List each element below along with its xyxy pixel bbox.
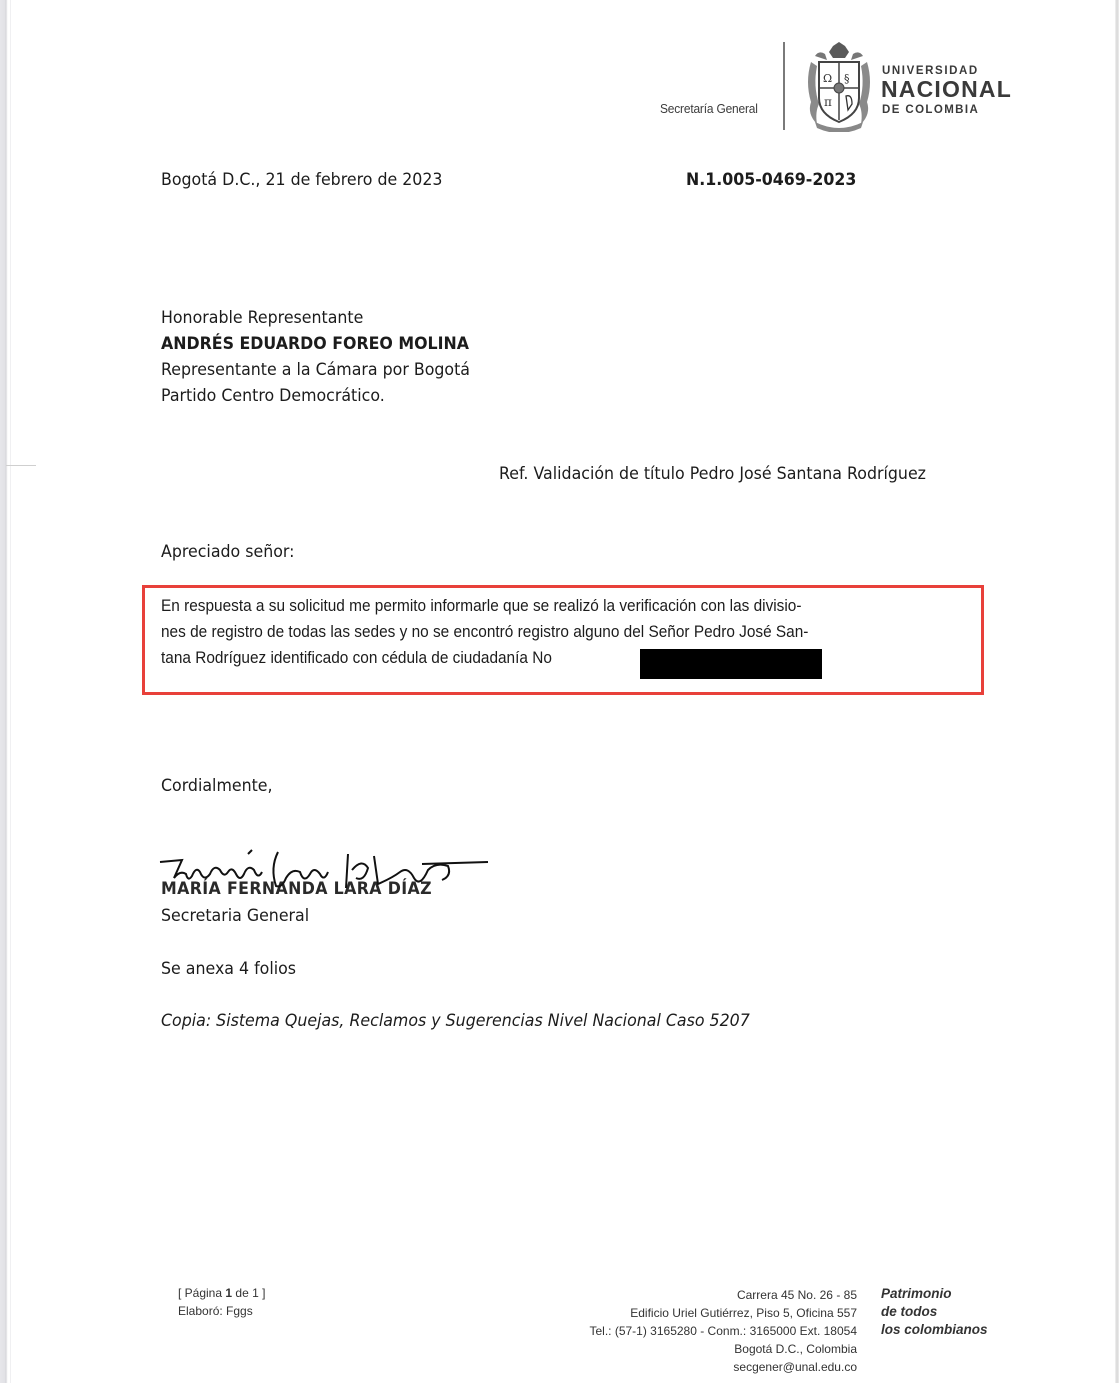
- subject-line: Ref. Validación de título Pedro José Santana Rodríguez: [499, 464, 926, 484]
- body-paragraph-line-3: tana Rodríguez identificado con cédula de ciudadanía No: [161, 648, 552, 667]
- city-line: Bogotá D.C., Colombia: [734, 1342, 857, 1356]
- institution-line-1: UNIVERSIDAD: [882, 65, 979, 77]
- university-crest-icon: [805, 42, 873, 132]
- footer-slogan: [881, 1285, 988, 1339]
- address-line: Edificio Uriel Gutiérrez, Piso 5, Oficina 557: [630, 1306, 857, 1320]
- page-suffix: de 1 ]: [232, 1286, 266, 1300]
- greeting: Apreciado señor:: [161, 542, 295, 562]
- email-line: secgener@unal.edu.co: [733, 1360, 857, 1374]
- footer-address: [589, 1286, 857, 1376]
- department-label: Secretaría General: [660, 101, 758, 116]
- svg-text:§: §: [844, 72, 850, 85]
- institution-line-3: DE COLOMBIA: [882, 104, 980, 116]
- closing: Cordialmente,: [161, 776, 273, 796]
- svg-text:Ω: Ω: [823, 72, 833, 85]
- address-line: Carrera 45 No. 26 - 85: [736, 1288, 857, 1302]
- copy-note: Copia: Sistema Quejas, Reclamos y Sugerencias Nivel Nacional Caso 5207: [161, 1011, 750, 1031]
- recipient-party: Partido Centro Democrático.: [161, 386, 385, 406]
- svg-text:π: π: [824, 95, 832, 109]
- page-edge-right: [1115, 0, 1119, 1383]
- recipient-salutation-title: Honorable Representante: [161, 308, 364, 328]
- phone-line: Tel.: (57-1) 3165280 - Conm.: 3165000 Ext. 18054: [589, 1324, 857, 1338]
- body-paragraph-line-2: nes de registro de todas las sedes y no se encontró registro alguno del Señor Pedro José San-: [161, 622, 809, 641]
- margin-marker: [6, 465, 36, 466]
- institution-line-2: NACIONAL: [881, 76, 1012, 102]
- recipient-position: Representante a la Cámara por Bogotá: [161, 360, 470, 380]
- recipient-name: ANDRÉS EDUARDO FOREO MOLINA: [161, 334, 469, 354]
- annex-note: Se anexa 4 folios: [161, 959, 297, 979]
- signer-name: MARÍA FERNANDA LARA DÍAZ: [161, 879, 432, 899]
- page-prefix: [ Página: [178, 1286, 226, 1300]
- page-edge-line: [10, 0, 11, 1383]
- page-edge-left: [0, 0, 8, 1383]
- prepared-by: Elaboró: Fggs: [178, 1304, 253, 1318]
- header-divider: [783, 42, 785, 130]
- slogan-line: de todos: [881, 1304, 938, 1319]
- slogan-line: Patrimonio: [881, 1286, 952, 1301]
- reference-number: N.1.005-0469-2023: [686, 170, 857, 190]
- date-line: Bogotá D.C., 21 de febrero de 2023: [161, 170, 443, 190]
- redacted-id-number: [640, 649, 822, 679]
- page-indicator: [178, 1286, 265, 1300]
- body-paragraph-line-1: En respuesta a su solicitud me permito informarle que se realizó la verificación con las divisio-: [161, 596, 802, 615]
- handwritten-signature: [152, 848, 492, 898]
- page-current: 1: [225, 1286, 233, 1300]
- slogan-line: los colombianos: [881, 1322, 988, 1337]
- signer-title: Secretaria General: [161, 906, 310, 926]
